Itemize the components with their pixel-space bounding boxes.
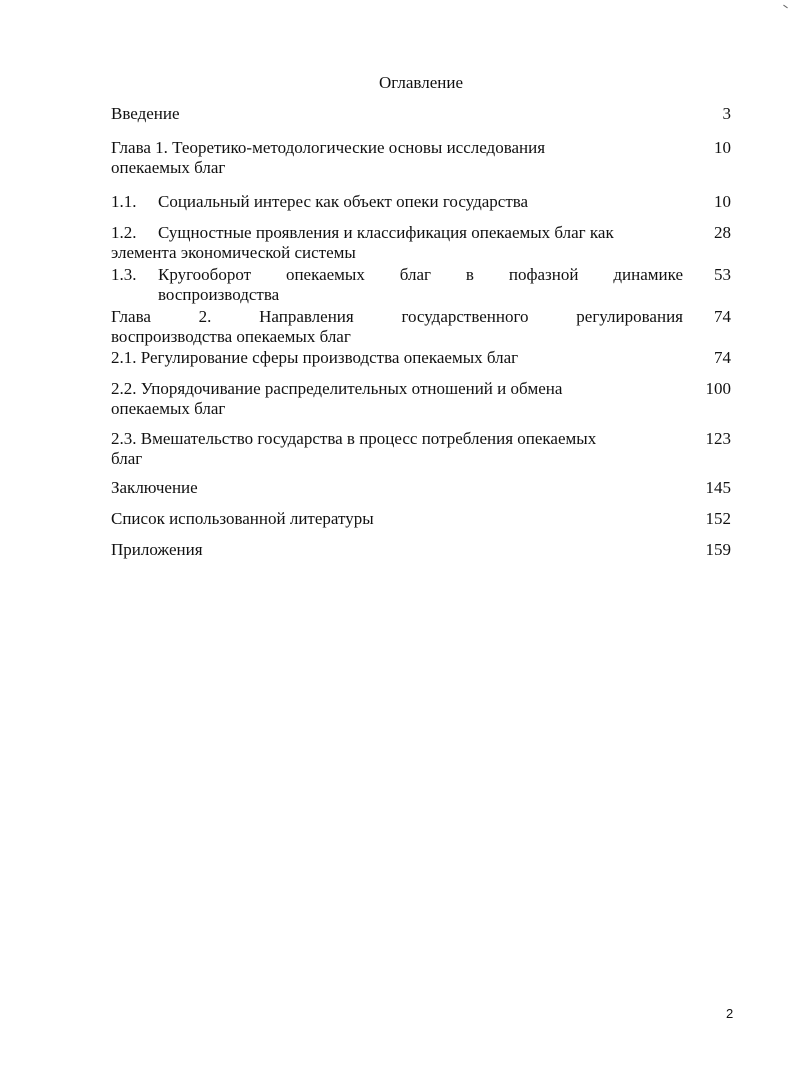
toc-entry-text-line1: 2.3. Вмешательство государства в процесс потребления опекаемых [111,429,597,448]
toc-entry-conclusion [111,478,731,498]
toc-entry-text-line2: воспроизводства опекаемых благ [111,327,351,346]
toc-entry-text-line2: опекаемых благ [111,158,226,177]
toc-entry-chapter-2 [111,307,731,347]
toc-entry-page: 74 [714,348,731,367]
toc-entry-section-1-2 [111,223,731,263]
toc-entry-page: 3 [722,104,731,123]
toc-entry-section-2-3 [111,429,731,469]
toc-entry-section-2-2 [111,379,731,419]
toc-entry-chapter-1 [111,138,731,178]
toc-entry-introduction [111,104,731,124]
toc-entry-page: 28 [714,223,731,242]
toc-entry-text-line1: Сущностные проявления и классификация опекаемых благ как [158,223,614,242]
toc-entry-text-line2: благ [111,449,143,468]
toc-entry-page: 152 [705,509,731,528]
toc-entry-number: 1.3. [111,265,137,284]
toc-entry-bibliography [111,509,731,529]
toc-entry-text-line1: 2.2. Упорядочивание распределительных отношений и обмена [111,379,563,398]
toc-entry-text-line1: Глава 1. Теоретико-методологические основы исследования [111,138,546,157]
toc-entry-appendices [111,540,731,560]
toc-entry-text-line2: воспроизводства [158,285,280,304]
toc-entry-text-line2: элемента экономической системы [111,243,356,262]
toc-entry-text: Социальный интерес как объект опеки государства [158,192,529,211]
toc-entry-page: 159 [705,540,731,559]
toc-entry-number: 1.1. [111,192,137,211]
toc-entry-page: 53 [714,265,731,284]
toc-entry-text: Введение [111,104,180,123]
scan-artifact [783,5,788,9]
toc-entry-section-2-1 [111,348,731,368]
toc-entry-page: 145 [705,478,731,497]
toc-entry-text-line2: опекаемых благ [111,399,226,418]
toc-entry-text: Приложения [111,540,203,559]
toc-entry-page: 123 [705,429,731,448]
toc-entry-page: 100 [705,379,731,398]
toc-entry-section-1-3 [111,265,731,305]
toc-entry-section-1-1 [111,192,731,212]
toc-title: Оглавление [379,73,463,92]
toc-entry-text: Список использованной литературы [111,509,374,528]
toc-entry-page: 10 [714,192,731,211]
toc-entry-text: 2.1. Регулирование сферы производства опекаемых благ [111,348,519,367]
toc-entry-page: 10 [714,138,731,157]
toc-entry-text: Заключение [111,478,198,497]
toc-entry-text-line1: Кругооборот опекаемых благ в пофазной динамике [158,265,683,284]
toc-entry-text-line1: Глава 2. Направления государственного регулирования [111,307,683,326]
page-number: 2 [726,1006,734,1021]
toc-entry-page: 74 [714,307,731,326]
toc-entry-number: 1.2. [111,223,137,242]
